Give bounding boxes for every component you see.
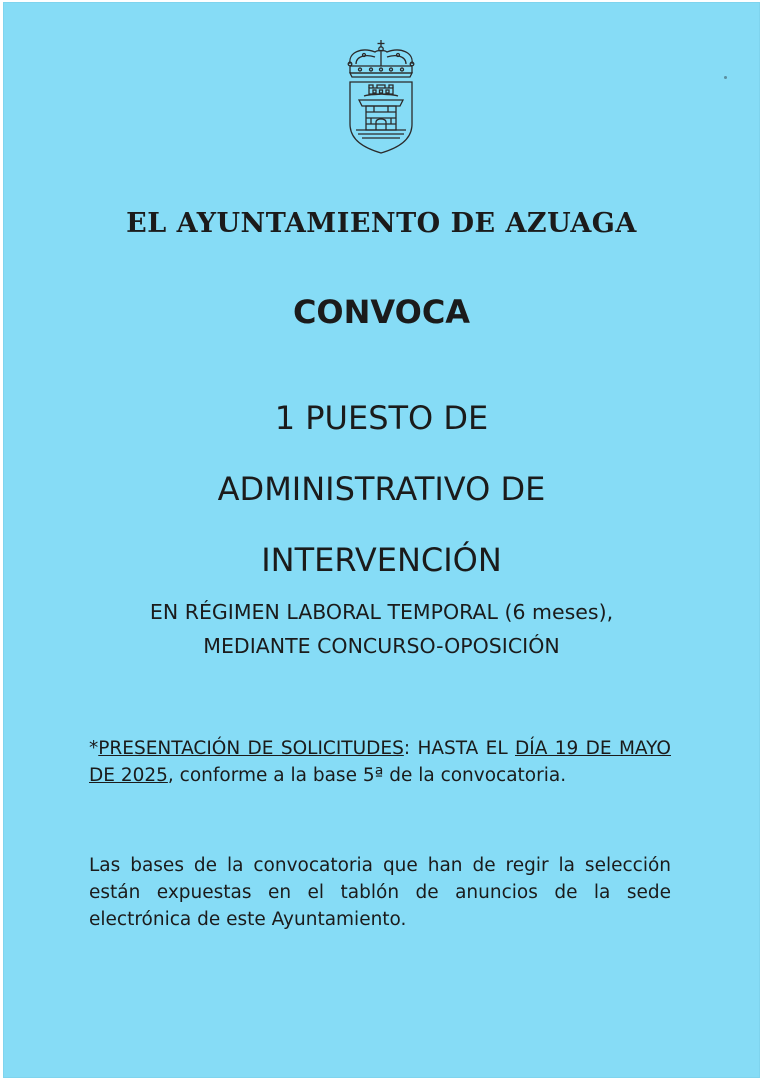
deadline-prefix: HASTA EL [417, 738, 516, 759]
regime-line-2: MEDIANTE CONCURSO-OPOSICIÓN [203, 634, 560, 658]
organization-title: EL AYUNTAMIENTO DE AZUAGA [126, 208, 637, 239]
regime-line-1: EN RÉGIMEN LABORAL TEMPORAL (6 meses), [149, 600, 614, 624]
deadline-date: DÍA 19 DE MAYO DE 2025 [89, 738, 671, 786]
deadline-label: PRESENTACIÓN DE SOLICITUDES [98, 738, 404, 759]
position-line-2: ADMINISTRATIVO DE [217, 470, 546, 508]
coat-of-arms-icon [342, 38, 420, 156]
notice-paragraph: Las bases de la convocatoria que han de regir la selección están expuestas en el tablón de anuncios de la sede electrónica de este Ayuntamiento. [89, 855, 671, 930]
convoca-heading: CONVOCA [292, 293, 471, 331]
regime-subtitle [3, 595, 760, 663]
position-line-3: INTERVENCIÓN [261, 541, 502, 579]
deadline-colon: : [403, 738, 418, 759]
poster-sheet [3, 2, 760, 1078]
deadline-suffix: , conforme a la base 5ª de la convocatoria. [167, 765, 567, 786]
position-title [3, 383, 760, 596]
scan-speck [724, 76, 727, 79]
position-line-1: 1 PUESTO DE [274, 399, 489, 437]
deadline-asterisk: * [89, 738, 99, 759]
deadline-paragraph [89, 735, 671, 789]
